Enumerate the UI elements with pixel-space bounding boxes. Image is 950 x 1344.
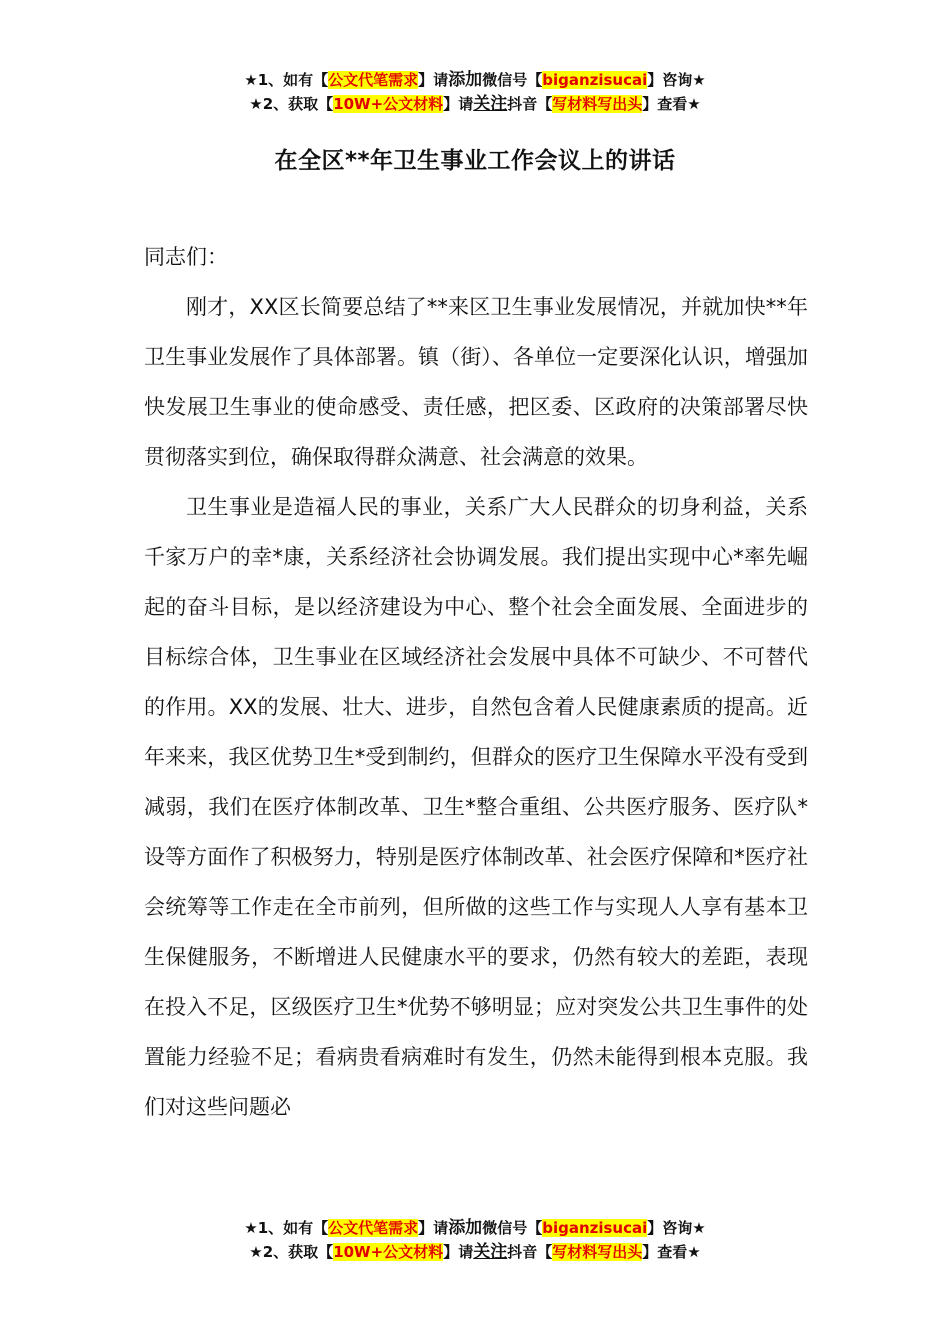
salutation: 同志们： [144,245,228,269]
promo-emphasis: 添加 [448,70,483,90]
promo-line-1 [0,1216,950,1240]
document-title: 在全区**年卫生事业工作会议上的讲话 [274,148,676,174]
document-body [144,232,808,1132]
promo-highlight: 10W+公文材料 [333,1243,444,1261]
promo-text: ★1、如有【 [244,1219,329,1237]
promo-wechat-id: biganzisucai [542,1219,648,1237]
promo-text: 】咨询★ [647,71,706,89]
promo-emphasis: 关注 [473,94,508,114]
promo-text: ★2、获取【 [249,1243,334,1261]
promo-text: 抖音【 [507,95,553,113]
paragraph: 卫生事业是造福人民的事业，关系广大人民群众的切身利益，关系千家万户的幸*康，关系经济社会协调发展。我们提出实现中心*率先崛起的奋斗目标，是以经济建设为中心、整个社会全面发展、全面进步的目标综合体，卫生事业在区域经济社会发展中具体不可缺少、不可替代的作用。XX的发展、壮大、进步，自然包含着人民健康素质的提高。近年来来，我区优势卫生*受到制约，但群众的医疗卫生保障水平没有受到减弱，我们在医疗体制改革、卫生*整合重组、公共医疗服务、医疗队*设等方面作了积极努力，特别是医疗体制改革、社会医疗保障和*医疗社会统筹等工作走在全市前列，但所做的这些工作与实现人人享有基本卫生保健服务，不断增进人民健康水平的要求，仍然有较大的差距，表现在投入不足，区级医疗卫生*优势不够明显；应对突发公共卫生事件的处置能力经验不足；看病贵看病难时有发生，仍然未能得到根本克服。我们对这些问题必 [144,495,808,1119]
top-promo-banner [0,68,950,116]
promo-text: 】查看★ [642,95,701,113]
promo-text: 】请 [443,1243,474,1261]
promo-highlight: 10W+公文材料 [333,95,444,113]
paragraph: 刚才，XX区长简要总结了**来区卫生事业发展情况，并就加快**年卫生事业发展作了具体部署。镇（街）、各单位一定要深化认识，增强加快发展卫生事业的使命感受、责任感，把区委、区政府的决策部署尽快贯彻落实到位，确保取得群众满意、社会满意的效果。 [144,295,808,469]
promo-wechat-id: biganzisucai [542,71,648,89]
promo-text: 】请 [443,95,474,113]
promo-text: 微信号【 [482,1219,543,1237]
promo-douyin-id: 写材料写出头 [552,1243,643,1261]
promo-highlight: 公文代笔需求 [328,1219,419,1237]
promo-text: 】咨询★ [647,1219,706,1237]
promo-line-2 [0,1240,950,1264]
promo-douyin-id: 写材料写出头 [552,95,643,113]
promo-text: ★2、获取【 [249,95,334,113]
promo-text: 微信号【 [482,71,543,89]
bottom-promo-banner [0,1216,950,1264]
promo-text: 】请 [418,71,449,89]
promo-line-2 [0,92,950,116]
promo-text: 】查看★ [642,1243,701,1261]
promo-text: ★1、如有【 [244,71,329,89]
promo-line-1 [0,68,950,92]
promo-emphasis: 添加 [448,1218,483,1238]
promo-text: 】请 [418,1219,449,1237]
promo-highlight: 公文代笔需求 [328,71,419,89]
promo-emphasis: 关注 [473,1242,508,1262]
promo-text: 抖音【 [507,1243,553,1261]
